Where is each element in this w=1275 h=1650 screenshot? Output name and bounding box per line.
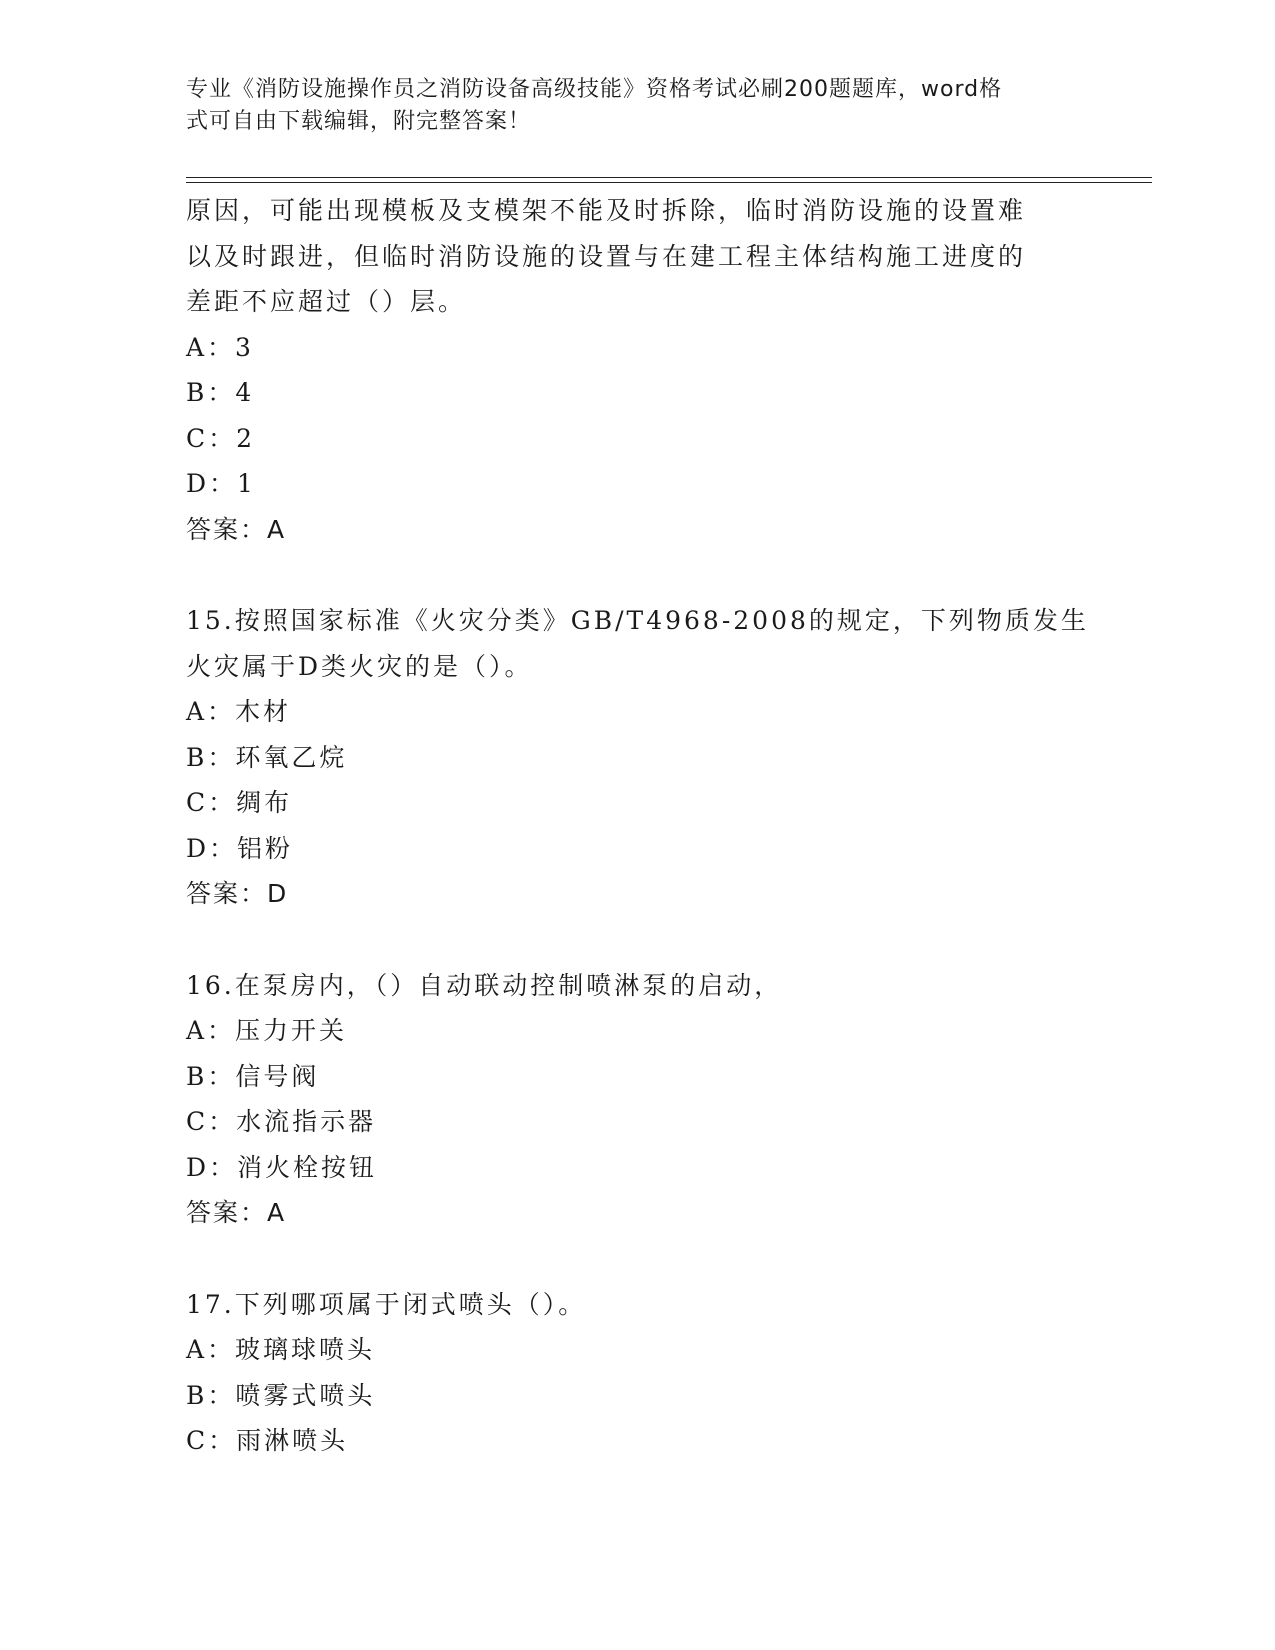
header-divider-bottom — [186, 182, 1152, 183]
option-b: B：4 — [186, 378, 255, 407]
answer-line: 答案：A — [186, 514, 287, 544]
question-14 — [186, 188, 1086, 552]
document-header — [186, 74, 1066, 138]
question-stem-line: 原因，可能出现模板及支模架不能及时拆除，临时消防设施的设置难 — [186, 196, 1027, 225]
option-d: D：铝粉 — [186, 833, 294, 863]
answer-line: 答案：D — [186, 879, 289, 908]
question-stem-line: 火灾属于D类火灾的是（）。 — [186, 651, 533, 681]
option-c: C：水流指示器 — [186, 1107, 377, 1136]
question-17 — [186, 1282, 1086, 1464]
question-stem-line: 以及时跟进，但临时消防设施的设置与在建工程主体结构施工进度的 — [186, 241, 1027, 271]
option-b: B：环氧乙烷 — [186, 742, 348, 772]
question-stem-line: 16.在泵房内，（）自动联动控制喷淋泵的启动， — [186, 970, 783, 1000]
option-c: C：2 — [186, 423, 256, 453]
option-c: C：绸布 — [186, 788, 293, 817]
option-d: D：消火栓按钮 — [186, 1152, 378, 1182]
header-line-2: 式可自由下载编辑，附完整答案！ — [186, 109, 532, 134]
question-stem-line: 17.下列哪项属于闭式喷头（）。 — [186, 1289, 587, 1319]
question-spacer — [186, 1236, 1086, 1282]
option-a: A：玻璃球喷头 — [186, 1335, 376, 1364]
option-d: D：1 — [186, 469, 256, 498]
question-stem-line: 15.按照国家标准《火灾分类》GB/T4968-2008的规定，下列物质发生 — [186, 606, 1089, 635]
question-spacer — [186, 552, 1086, 598]
question-spacer — [186, 917, 1086, 963]
header-line-1: 专业《消防设施操作员之消防设备高级技能》资格考试必刷200题题库，word格 — [186, 77, 1003, 102]
option-b: B：信号阀 — [186, 1061, 320, 1091]
question-16 — [186, 963, 1086, 1236]
option-c: C：雨淋喷头 — [186, 1426, 349, 1455]
question-stem-line: 差距不应超过（）层。 — [186, 287, 467, 316]
option-a: A：木材 — [186, 697, 292, 726]
answer-line: 答案：A — [186, 1198, 287, 1227]
question-list — [186, 188, 1089, 1464]
question-15 — [186, 598, 1089, 917]
option-a: A：压力开关 — [186, 1016, 348, 1045]
header-divider-top — [186, 177, 1152, 178]
option-b: B：喷雾式喷头 — [186, 1380, 376, 1410]
option-a: A：3 — [186, 332, 254, 362]
